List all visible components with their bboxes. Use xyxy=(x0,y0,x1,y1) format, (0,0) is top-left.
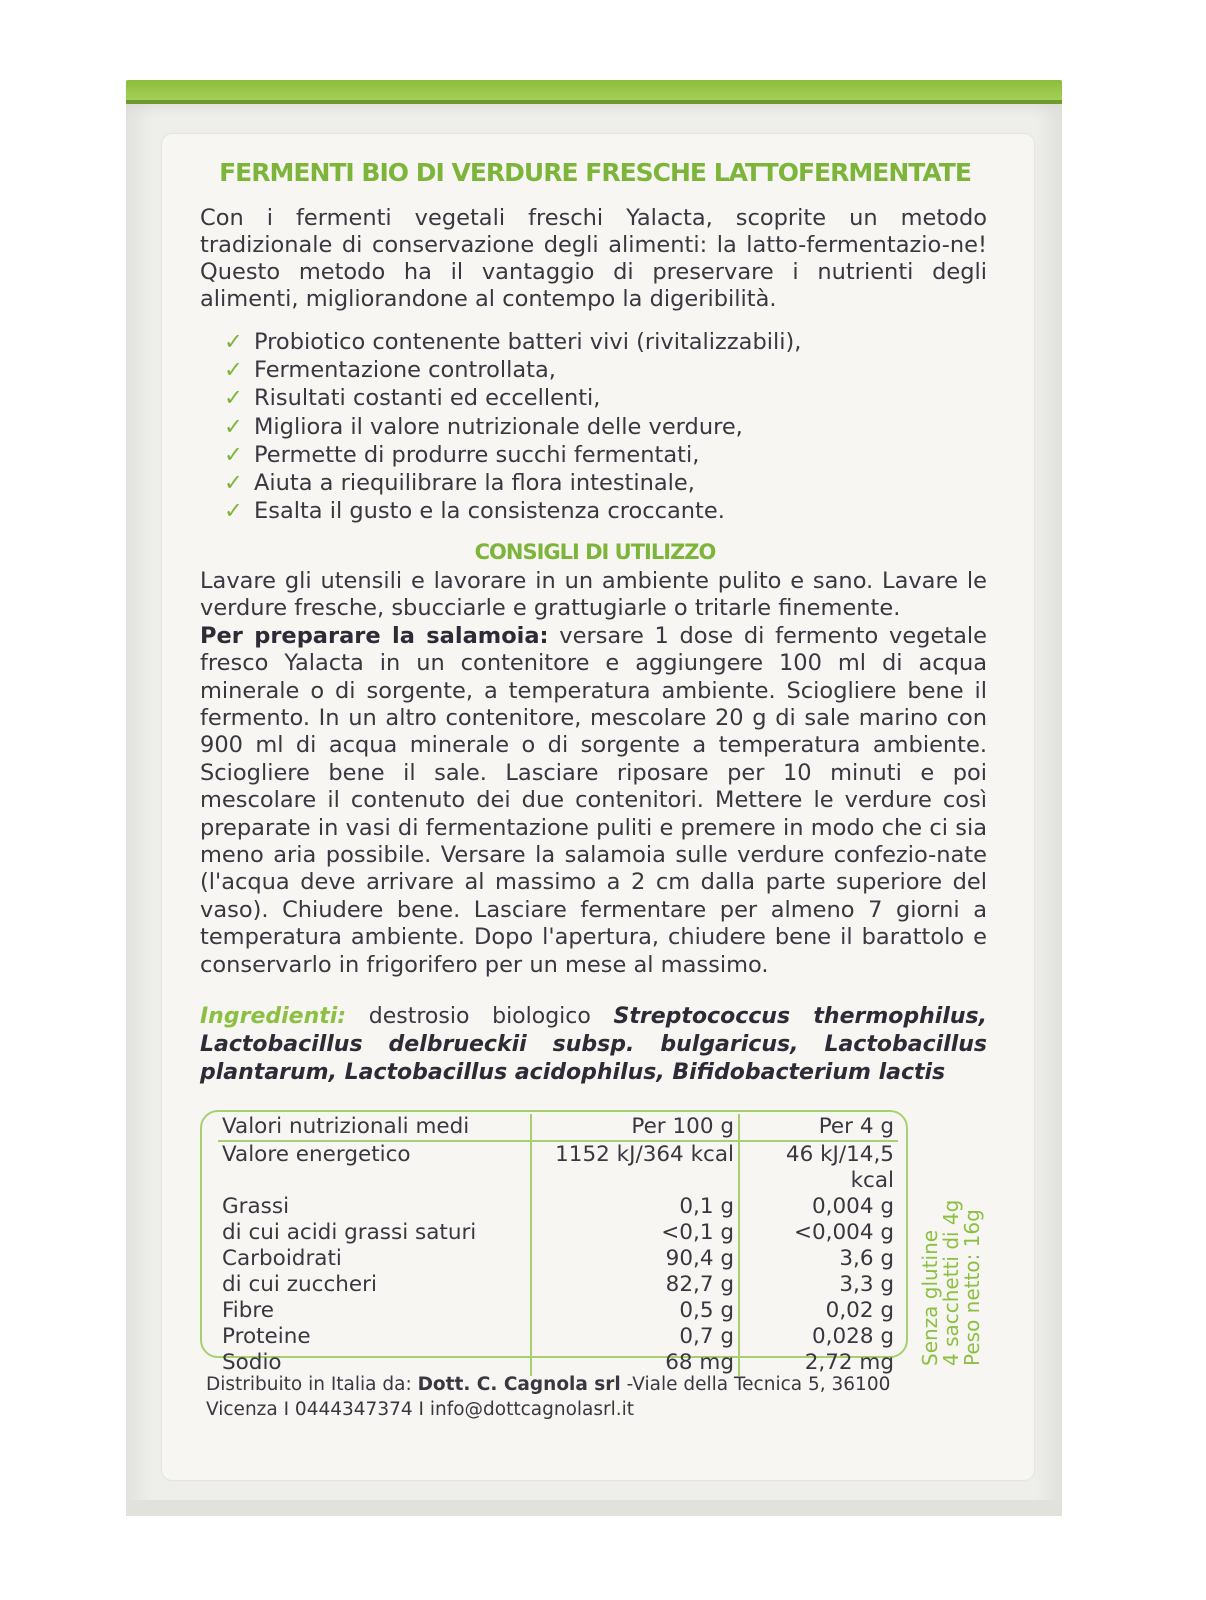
brine-text: versare 1 dose di fermento vegetale fresco Yalacta in un contenitore e aggiungere 100 ml di acqua minerale o di sorgente, a temperatura ambiente. Sciogliere bene il fermento. In un altro contenitore, mescolare 20 g di sale marino con 900 ml di acqua minerale o di sorgente a temperatura ambiente. Sciogliere bene il sale. Lasciare riposare per 10 minuti e poi mescolare il contenuto dei due contenitori. Mettere le verdure così preparate in vasi di fermentazione puliti e premere in modo che ci sia meno aria possibile. Versare la salamoia sulle verdure confezio-nate (l'acqua deve arrivare al massimo a 2 cm dalla parte superiore del vaso). Chiudere bene. Lasciare fermentare per almeno 7 giorni a temperatura ambiente. Dopo l'apertura, chiudere bene il barattolo e conservarlo in frigorifero per un mese al massimo. xyxy=(200,622,987,978)
distributor-address: -Viale della Tecnica 5, 36100 xyxy=(626,1374,891,1395)
list-item: ✓ Fermentazione controllata, xyxy=(224,357,556,384)
check-icon: ✓ xyxy=(224,441,243,468)
gluten-free-text: Senza glutine xyxy=(918,1229,942,1366)
check-icon: ✓ xyxy=(224,470,243,497)
list-item: ✓ Probiotico contenente batteri vivi (rivitalizzabili), xyxy=(224,329,802,355)
usage-title: CONSIGLI DI UTILIZZO xyxy=(474,540,716,564)
list-item: ✓ Risultati costanti ed eccellenti, xyxy=(224,385,601,412)
table-row: Valore energetico 1152 kJ/364 kcal 46 kJ/14,5 kcal xyxy=(222,1142,894,1193)
product-title: FERMENTI BIO DI VERDURE FRESCHE LATTOFERMENTATE xyxy=(219,158,971,187)
header-cell: Per 100 g xyxy=(531,1114,739,1141)
benefits-list xyxy=(224,328,984,525)
distributor-contact: Vicenza I 0444347374 I info@dottcagnolasrl.it xyxy=(206,1399,635,1420)
header-cell: Valori nutrizionali medi xyxy=(218,1114,531,1141)
ingredients-latin: Streptococcus thermophilus, Lactobacillus delbrueckii subsp. bulgaricus, Lactobacillus plantarum, Lactobacillus acidophilus, Bifidobacterium lactis xyxy=(200,1004,987,1085)
distributor-info xyxy=(206,1372,966,1422)
check-icon: ✓ xyxy=(224,357,243,384)
net-weight-text: Peso netto: 16g xyxy=(960,1209,984,1366)
side-info xyxy=(920,1200,983,1366)
usage-intro: Lavare gli utensili e lavorare in un ambiente pulito e sano. Lavare le verdure fresche, sbucciarle e grattugiarle o tritarle finemente. xyxy=(200,568,987,622)
list-item: ✓ Esalta il gusto e la consistenza croccante. xyxy=(224,498,725,525)
intro-paragraph: Con i fermenti vegetali freschi Yalacta, scoprite un metodo tradizionale di conservazione degli alimenti: la latto-fermentazio-ne! Questo metodo ha il vantaggio di preservare i nutrienti degli alimenti, migliorandone al contempo la digeribilità. xyxy=(200,205,987,312)
table-row: Proteine 0,7 g 0,028 g xyxy=(222,1324,894,1349)
ingredients-plain: destrosio biologico xyxy=(368,1004,591,1029)
check-icon: ✓ xyxy=(224,413,243,440)
ingredients-label: Ingredienti: xyxy=(200,1004,347,1029)
distributor-prefix: Distribuito in Italia da: xyxy=(206,1374,412,1395)
usage-text xyxy=(200,568,987,979)
list-item: ✓ Migliora il valore nutrizionale delle verdure, xyxy=(224,413,743,440)
list-item: ✓ Aiuta a riequilibrare la flora intestinale, xyxy=(224,470,695,497)
distributor-company: Dott. C. Cagnola srl xyxy=(417,1374,621,1395)
table-row: Grassi 0,1 g 0,004 g xyxy=(222,1194,894,1219)
sachets-text: 4 sacchetti di 4g xyxy=(939,1199,963,1366)
check-icon: ✓ xyxy=(224,498,243,525)
list-item: ✓ Permette di produrre succhi fermentati, xyxy=(224,441,700,468)
table-row: Sodio 68 mg 2,72 mg xyxy=(222,1350,894,1375)
box-bottom-edge xyxy=(126,1500,1062,1516)
table-header-row xyxy=(218,1114,898,1141)
table-row: Fibre 0,5 g 0,02 g xyxy=(222,1298,894,1323)
check-icon: ✓ xyxy=(224,329,243,355)
table-row: Carboidrati 90,4 g 3,6 g xyxy=(222,1246,894,1271)
table-row: di cui zuccheri 82,7 g 3,3 g xyxy=(222,1272,894,1297)
brine-label: Per preparare la salamoia: xyxy=(200,622,549,649)
check-icon: ✓ xyxy=(224,385,243,412)
ingredients xyxy=(200,1003,987,1087)
box-top-flap xyxy=(126,80,1062,102)
table-row: di cui acidi grassi saturi <0,1 g <0,004 g xyxy=(222,1220,894,1245)
nutrition-table xyxy=(200,1110,908,1375)
header-cell: Per 4 g xyxy=(739,1114,898,1141)
